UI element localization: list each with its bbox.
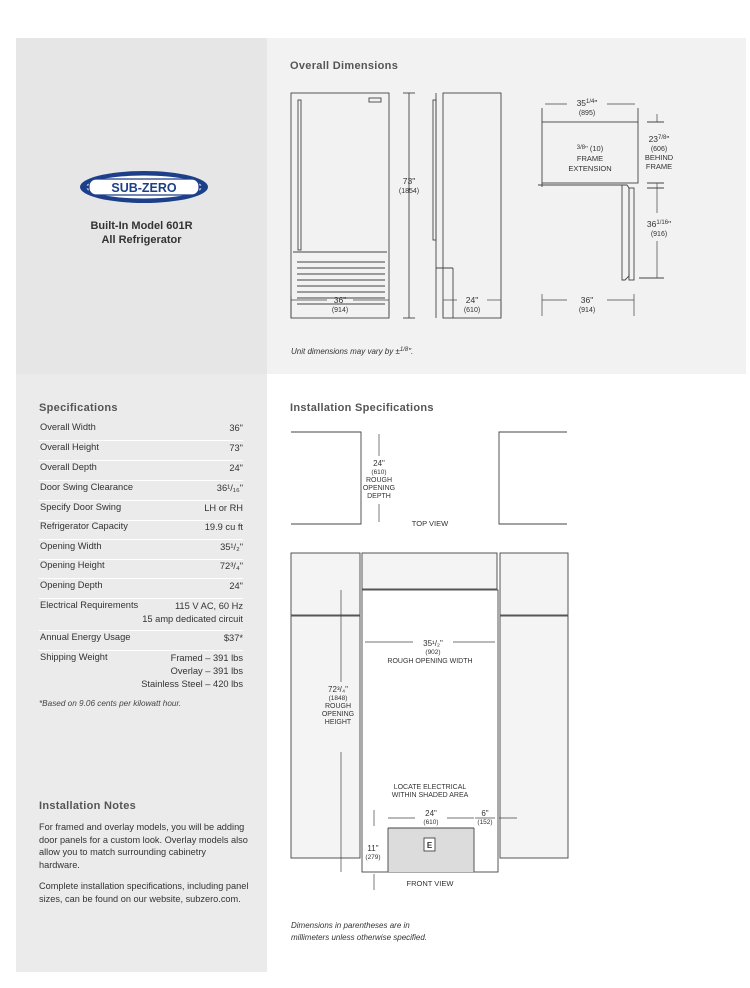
top-depth-label1: ROUGH xyxy=(365,477,393,484)
electrical-width-dimension-mm: (610) xyxy=(423,819,439,826)
spec-value: 72³/₄" xyxy=(219,561,243,571)
spec-value: $37* xyxy=(223,633,243,643)
spec-label: Refrigerator Capacity xyxy=(40,521,128,531)
spec-row xyxy=(39,502,243,521)
opening-height-label1: ROUGH xyxy=(324,703,352,710)
frame-extension-label1: FRAME xyxy=(576,154,604,163)
installation-notes-paragraph1: For framed and overlay models, you will be adding door panels for a custom look. Overlay models also allow you to match surrounding cabinetry hardware. xyxy=(39,822,248,870)
spec-row-electrical xyxy=(39,600,243,631)
top-depth-label3: DEPTH xyxy=(367,493,391,500)
spec-value: 19.9 cu ft xyxy=(204,522,243,532)
top-view-right-cabinet xyxy=(499,432,567,524)
door-swing-dimension-mm: (916) xyxy=(650,231,668,238)
spec-label: Overall Height xyxy=(40,442,99,452)
spec-label: Opening Height xyxy=(40,560,105,570)
spec-row xyxy=(39,560,243,579)
opening-height-dimension-mm: (1848) xyxy=(328,695,348,702)
electrical-instruction-line1: LOCATE ELECTRICAL xyxy=(393,784,467,791)
model-title-line2: All Refrigerator xyxy=(101,234,182,246)
spec-row xyxy=(39,580,243,599)
spec-row-energy xyxy=(39,632,243,651)
side-view-outline xyxy=(443,93,501,318)
side-depth-dimension-mm: (610) xyxy=(463,307,481,314)
spec-value: 36¹/₁₆" xyxy=(216,483,243,493)
model-title xyxy=(16,219,267,247)
spec-row-shipping xyxy=(39,652,243,694)
spec-label: Shipping Weight xyxy=(40,652,108,662)
overall-dimensions-title: Overall Dimensions xyxy=(290,60,399,72)
door-swing-dimension: $36^{1/16}$" xyxy=(646,219,672,229)
spec-label: Overall Width xyxy=(40,422,96,432)
sub-zero-logo xyxy=(79,170,209,204)
electrical-side-dimension: 6" xyxy=(481,809,489,818)
spec-value: 73" xyxy=(229,443,243,453)
electrical-height-dimension: 11" xyxy=(367,844,379,853)
top-view-left-cabinet xyxy=(291,432,361,524)
spec-value: LH or RH xyxy=(204,503,243,513)
front-view-outline xyxy=(291,93,389,318)
top-width-dimension-mm: (895) xyxy=(578,110,596,117)
side-depth-dimension: 24" xyxy=(465,295,479,305)
top-width-dimension: $35^{1/4}$" xyxy=(576,98,598,108)
install-footnote-line2: millimeters unless otherwise specified. xyxy=(291,933,428,942)
spec-label: Specify Door Swing xyxy=(40,502,122,512)
spec-value: Framed – 391 lbs Overlay – 391 lbs Stainless Steel – 420 lbs xyxy=(141,653,243,689)
electrical-instruction-line2: WITHIN SHADED AREA xyxy=(391,792,469,799)
behind-frame-dimension: $23^{7/8}$" xyxy=(648,134,670,144)
opening-height-label2: OPENING xyxy=(321,711,355,718)
frame-extension-dimension: $^{3/8}$" (10) xyxy=(576,144,604,153)
plan-width-dimension: 36" xyxy=(580,295,594,305)
spec-label: Annual Energy Usage xyxy=(40,632,131,642)
brand-panel xyxy=(16,38,267,374)
spec-label: Door Swing Clearance xyxy=(40,482,134,492)
spec-label: Opening Width xyxy=(40,541,102,551)
install-footnote-line1: Dimensions in parentheses are in xyxy=(291,921,410,930)
specifications-title: Specifications xyxy=(39,402,118,414)
spec-label: Overall Depth xyxy=(40,462,97,472)
frame-extension-label2: EXTENSION xyxy=(568,164,612,173)
spec-row xyxy=(39,541,243,560)
plan-width-dimension-mm: (914) xyxy=(578,307,596,314)
electrical-side-dimension-mm: (152) xyxy=(477,819,493,826)
behind-frame-label2: FRAME xyxy=(645,162,673,171)
spec-label: Electrical Requirements xyxy=(40,600,139,610)
spec-value: 36" xyxy=(229,423,243,433)
spec-value: 24" xyxy=(229,463,243,473)
logo-text: SUB-ZERO xyxy=(111,181,177,195)
opening-height-dimension: 72³/₄" xyxy=(328,685,348,694)
spec-row xyxy=(39,422,243,441)
spec-value: 24" xyxy=(229,581,243,591)
installation-notes-paragraph2: Complete installation specifications, including panel sizes, can be found on our website, subzero.com. xyxy=(39,881,249,904)
front-view-label: FRONT VIEW xyxy=(406,879,454,888)
spec-row xyxy=(39,462,243,481)
overall-note: Unit dimensions may vary by ±$^{1/8}$". xyxy=(291,347,414,356)
electrical-height-dimension-mm: (279) xyxy=(365,854,381,861)
front-width-dimension: 36" xyxy=(333,295,347,305)
opening-width-label: ROUGH OPENING WIDTH xyxy=(387,658,473,665)
top-depth-dimension-mm: (610) xyxy=(371,469,387,476)
opening-width-dimension-mm: (902) xyxy=(425,649,441,656)
electrical-marker: E xyxy=(426,841,433,850)
spec-row xyxy=(39,482,243,501)
front-width-dimension-mm: (914) xyxy=(331,307,349,314)
electrical-width-dimension: 24" xyxy=(425,809,437,818)
opening-height-label3: HEIGHT xyxy=(324,719,352,726)
overall-dimensions-diagram xyxy=(267,38,746,374)
spec-value: 115 V AC, 60 Hz 15 amp dedicated circuit xyxy=(142,601,243,624)
spec-row xyxy=(39,521,243,540)
height-dimension-mm: (1854) xyxy=(398,188,420,195)
behind-frame-dimension-mm: (606) xyxy=(650,146,668,153)
top-depth-label2: OPENING xyxy=(362,485,396,492)
installation-diagram xyxy=(267,420,746,950)
installation-notes-title: Installation Notes xyxy=(39,800,137,812)
top-depth-dimension: 24" xyxy=(373,459,385,468)
installation-specifications-title: Installation Specifications xyxy=(290,402,434,414)
spec-label: Opening Depth xyxy=(40,580,103,590)
spec-row xyxy=(39,442,243,461)
top-view-label: TOP VIEW xyxy=(411,519,449,528)
behind-frame-label1: BEHIND xyxy=(644,153,674,162)
height-dimension: 73" xyxy=(402,176,416,186)
model-title-line1: Built-In Model 601R xyxy=(90,220,193,232)
opening-width-dimension: 35¹/₂" xyxy=(423,639,443,648)
specs-footnote: *Based on 9.06 cents per kilowatt hour. xyxy=(39,699,182,708)
spec-value: 35¹/₂" xyxy=(220,542,243,552)
